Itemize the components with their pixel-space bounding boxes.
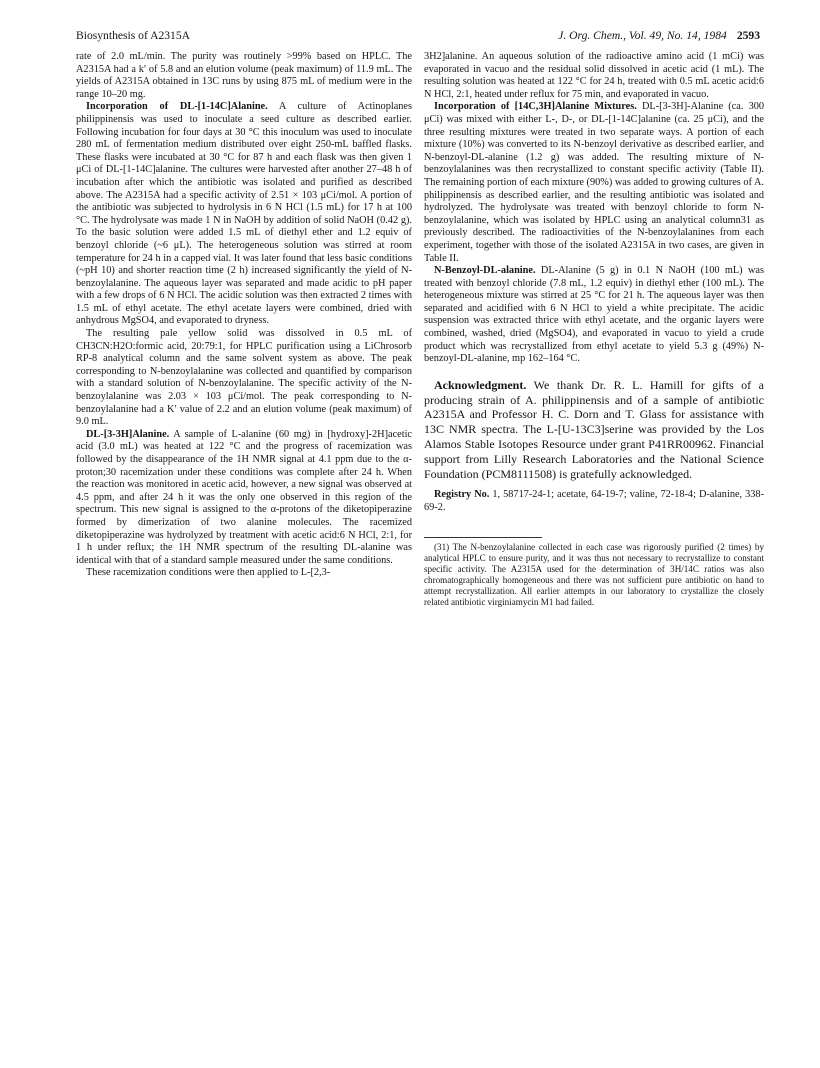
section-body: A sample of L-alanine (60 mg) in [hydroxy]-2H]acetic acid (3.0 mL) was heated at 122 °C and the progress of racemization was followed by the disappearance of the 1H NMR signal at 4.1 ppm due to the α-proton;30 racemization under these conditions was complete after 24 h. When the reaction was monitored in acetic acid, however, a new signal was observed at 4.5 ppm, and after 24 h it was the only one observed in this region of the spectrum. This new signal is assigned to the α-protons of the diketopiperazine formed by dimerization of two alanine molecules. The racemized diketopiperazine was hydrolyzed by treatment with acetic acid:6 N HCl, 2:1, for 1 h under reflux; the 1H NMR spectrum of the resulting DL-alanine was identical with that of a standard sample measured under the same conditions. xyxy=(76,428,412,566)
footnote-31: (31) The N-benzoylalanine collected in each case was rigorously purified (2 times) by analytical HPLC to ensure purity, and it was thus not necessary to recrystallize to constant specific activity. The A2315A used for the determination of 3H/14C ratios was also chromatographically homogeneous and there was not sufficient pure antibiotic on hand to attempt recrystallization. All earlier attempts in our laboratory to crystallize the closely related antibiotic virginiamycin M1 had failed. xyxy=(424,541,764,607)
section-heading: DL-[3-3H]Alanine. xyxy=(86,428,170,440)
section-alanine-mixtures xyxy=(424,101,764,265)
section-heading: Incorporation of [14C,3H]Alanine Mixtures. xyxy=(434,101,637,113)
section-heading: Incorporation of DL-[1-14C]Alanine. xyxy=(86,101,268,113)
section-14c-alanine xyxy=(76,101,412,328)
running-title: Biosynthesis of A2315A xyxy=(76,29,191,42)
acknowledgment-heading: Acknowledgment. xyxy=(434,377,527,392)
section-benzoyl-alanine xyxy=(424,265,764,366)
section-body: A culture of Actinoplanes philippinensis was used to inoculate a seed culture as described earlier. Following incubation for four days at 30 °C this inoculum was used to inoculate 280 mL of fermentation medium distributed over eight 250-mL baffled flasks. These flasks were incubated at 30 °C for 87 h and each flask was then given 1 μCi of DL-[1-14C]alanine. The cultures were harvested after another 27–48 h of incubation after which the antibiotic was isolated and purified as described above. The A2315A had a specific activity of 2.51 × 103 μCi/mol. A portion of the antibiotic was subjected to hydrolysis in 6 N HCl (1.5 mL) for 17 h at 100 °C. The hydrolysate was made 1 N in NaOH by addition of solid NaOH (0.42 g). To the basic solution were added 1.5 mL of diethyl ether and 1.2 equiv of benzoyl chloride (~6 μL). The heterogeneous solution was stirred at room temperature for 24 h in a capped vial. It was later found that less basic conditions (~pH 10) and shorter reaction time (2 h) increased significantly the yield of N-benzoylalanine. The aqueous layer was separated and made acidic to pH paper with a few drops of 6 N HCl. The acidic solution was then extracted 2 times with 1.5 mL of ethyl acetate. The ethyl acetate layers were combined, dried with anhydrous MgSO4, and evaporated to dryness. xyxy=(76,101,412,327)
registry-numbers xyxy=(424,489,764,514)
section-body: DL-Alanine (5 g) in 0.1 N NaOH (100 mL) was treated with benzoyl chloride (7.8 mL, 1.2 equiv) in diethyl ether (100 mL). The heterogeneous mixture was stirred at 25 °C for 21 h. The aqueous layer was then separated and acidified with 6 N HCl to yield a white precipitate. The acidic suspension was extracted thrice with ethyl acetate, and the organic layers were combined, washed, dried (MgSO4), and evaporated in vacuo to yield a crude product which was recrystallized from ethyl acetate to yield 5.3 g (49%) N-benzoyl-DL-alanine, mp 162–164 °C. xyxy=(424,265,764,365)
running-header xyxy=(76,30,760,46)
page-number: 2593 xyxy=(736,29,760,42)
registry-heading: Registry No. xyxy=(434,489,490,501)
paragraph-hplc-purification: The resulting pale yellow solid was dissolved in 0.5 mL of CH3CN:H2O:formic acid, 20:79:1, for HPLC purification using a LiChrosorb RP-8 analytical column and the same solvent system as above. The peak corresponding to N-benzoylalanine was collected and quantified by comparison with a standard solution of N-benzoylalanine. The specific activity of the N-benzoylalanine was 2.03 × 103 μCi/mol. The peak corresponding to N-benzoylalanine had a K′ value of 2.2 and an elution volume (peak maximum) of 9.0 mL. xyxy=(76,328,412,428)
registry-body: 1, 58717-24-1; acetate, 64-19-7; valine, 72-18-4; D-alanine, 338-69-2. xyxy=(424,489,765,514)
section-heading: N-Benzoyl-DL-alanine. xyxy=(434,265,536,277)
footnote-divider xyxy=(424,537,542,538)
journal-citation xyxy=(558,30,760,43)
section-body: DL-[3-3H]-Alanine (ca. 300 μCi) was mixed with either L-, D-, or DL-[1-14C]alanine (ca. 25 μCi), and the three resulting mixtures were treated in two separate ways. A portion of each mixture (10%) was converted to its N-benzoyl derivative as described earlier, and N-benzoyl-DL-alanine (1.2 g) was added. The resulting mixture of N-benzoylalanines was then recrystallized to constant specific activity (Table II). The remaining portion of each mixture (90%) was added to growing cultures of A. philippinensis as described earlier, and the resulting antibiotic was isolated and hydrolyzed. The hydrolysate was treated with benzoyl chloride to form N-benzoylalanine, which was isolated by HPLC using an analytical column31 as previously described. The radioactivities of the N-benzoylalanines from each experiment, together with those of the isolated A2315A in two cases, are given in Table II. xyxy=(424,101,765,264)
section-3h-alanine xyxy=(76,429,412,568)
paragraph-continued: 3H2]alanine. An aqueous solution of the radioactive amino acid (1 mCi) was evaporated in vacuo and the residual solid dissolved in acetic acid (1 mL). The resulting solution was heated at 122 °C for 24 h, treated with 0.5 mL acetic acid:6 N HCl, 2:1, heated under reflux for 75 min, and evaporated in vacuo. xyxy=(424,51,764,100)
journal-name: J. Org. Chem., Vol. 49, No. 14, 1984 xyxy=(558,29,727,42)
right-column xyxy=(424,51,764,608)
left-column xyxy=(76,51,412,580)
paragraph-racemization: These racemization conditions were then applied to L-[2,3- xyxy=(86,567,331,579)
acknowledgment-body: We thank Dr. R. L. Hamill for gifts of a producing strain of A. philippinensis and of a sample of antibiotic A2315A and Professor H. C. Dorn and T. Glass for assistance with 13C NMR spectra. The L-[U-13C3]serine was provided by the Los Alamos Stable Isotopes Resource under grant P41RR00962. Financial support from Lilly Research Laboratories and the National Science Foundation (PCM8111508) is gratefully acknowledged. xyxy=(424,377,764,481)
paragraph-hplc-purity: rate of 2.0 mL/min. The purity was routinely >99% based on HPLC. The A2315A had a k′ of 5.8 and an elution volume (peak maximum) of 11.9 mL. The yields of A2315A obtained in 13C runs by using 875 mL of medium were in the range 10–20 mg. xyxy=(76,51,412,100)
acknowledgment xyxy=(424,378,764,482)
